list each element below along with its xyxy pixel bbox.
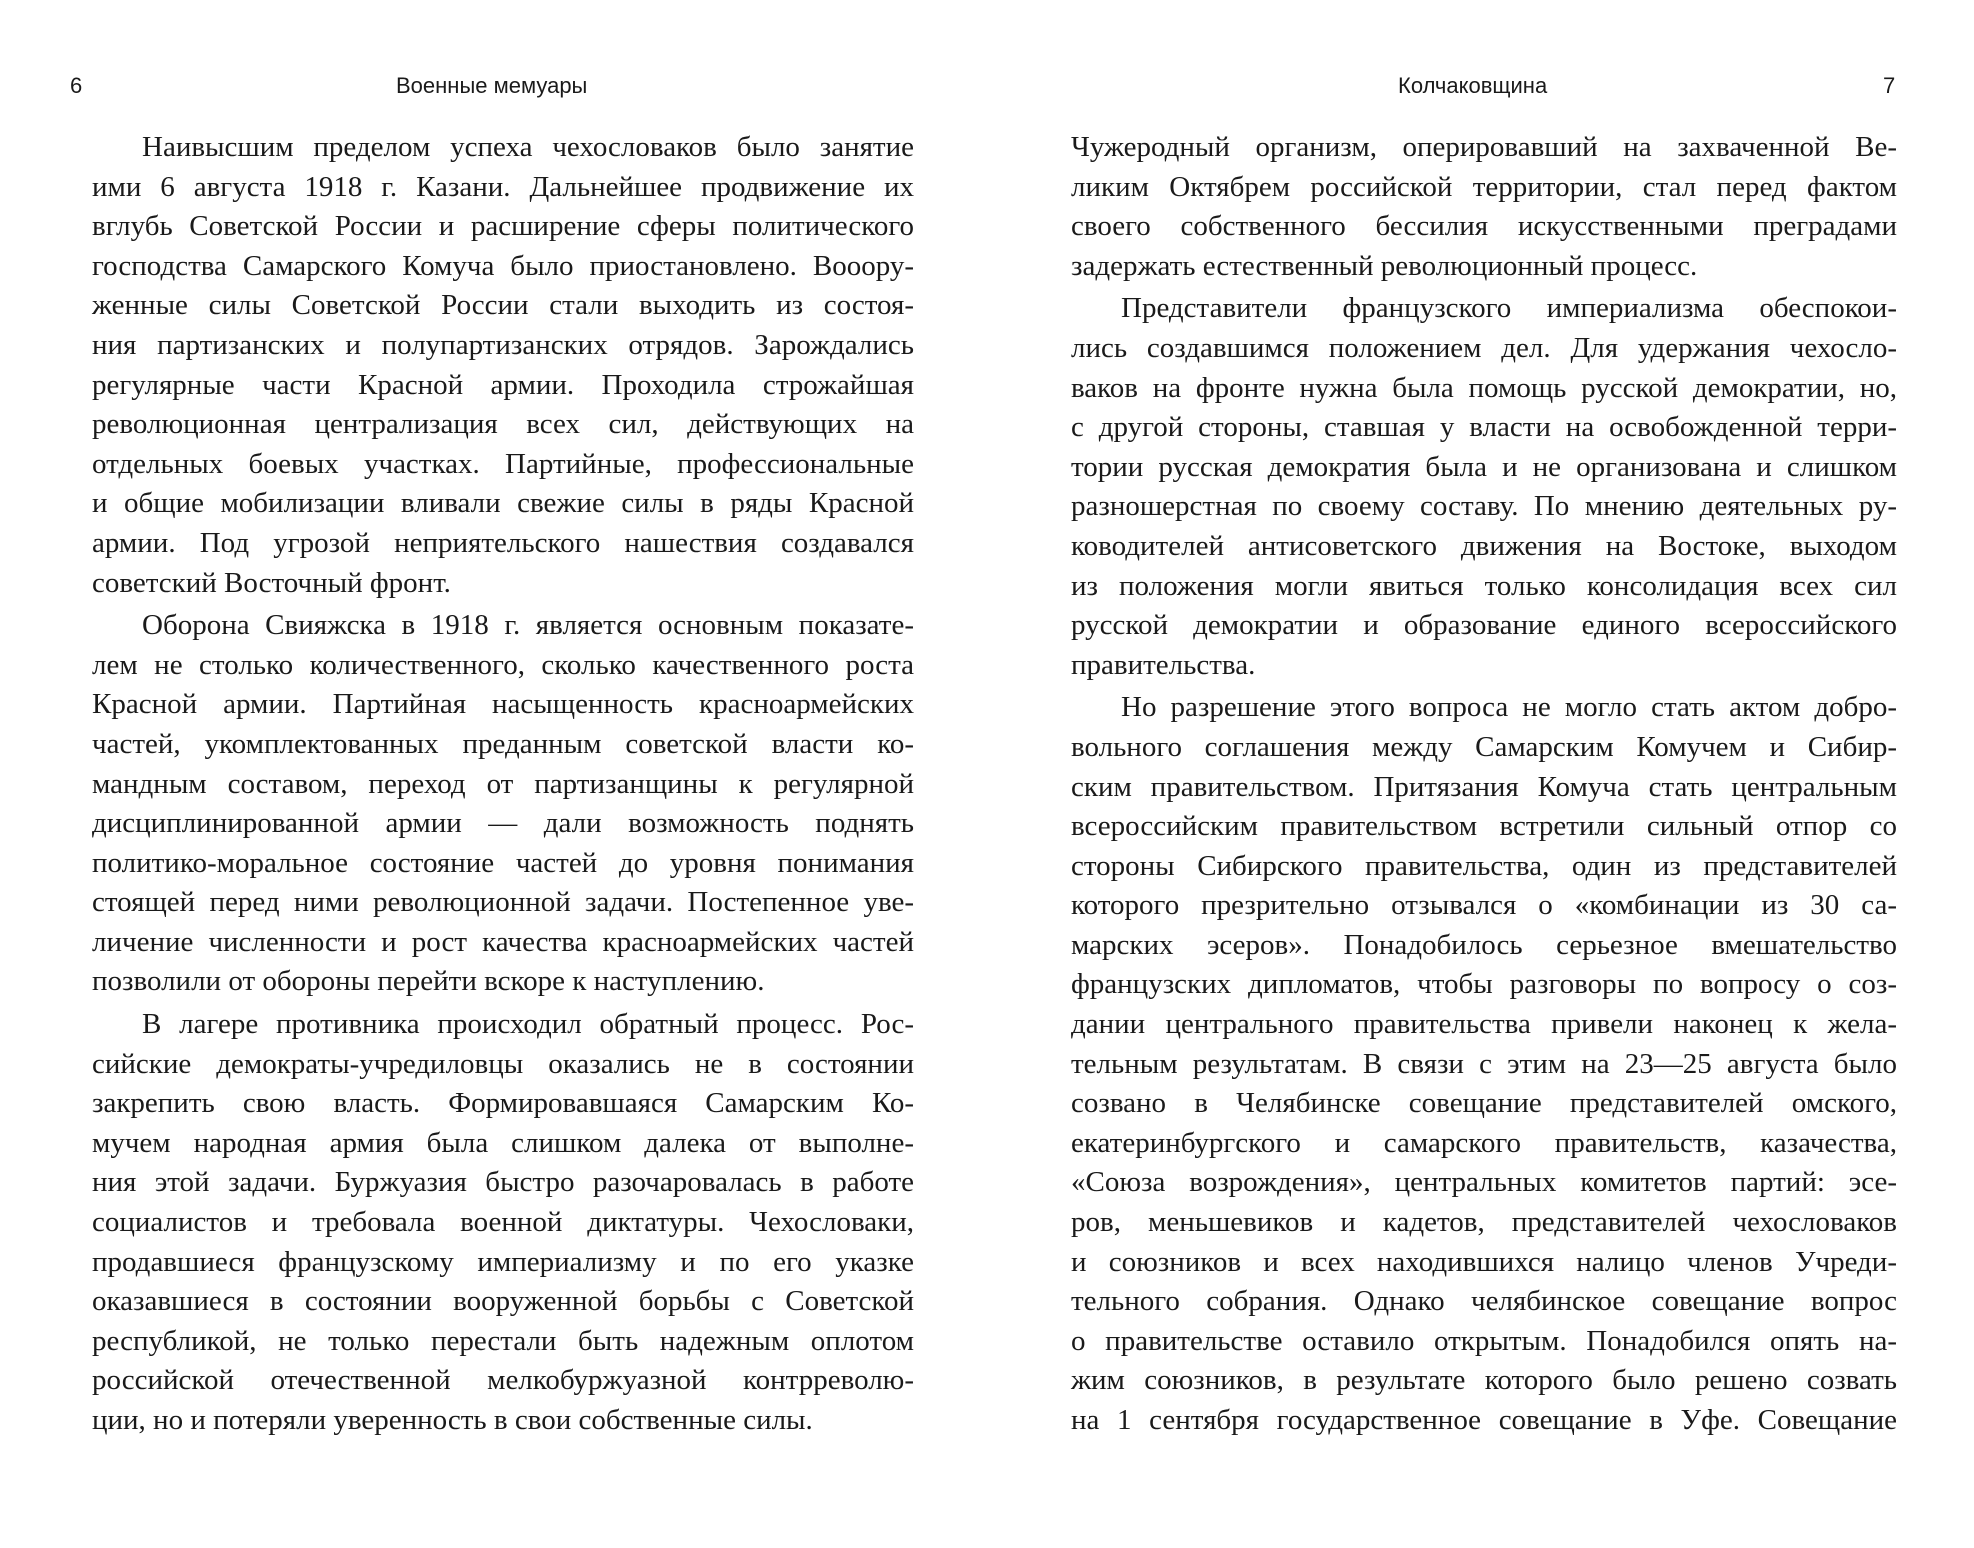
text-line: ими 6 августа 1918 г. Казани. Дальнейшее продвижение их (92, 170, 914, 203)
text-line: революционная централизация всех сил, действующих на (92, 408, 914, 441)
right-body-text (1071, 128, 1897, 1441)
text-line: жим союзников, в результате которого было решено созвать (1071, 1364, 1897, 1397)
text-line: мандным составом, переход от партизанщины к регулярной (92, 767, 914, 800)
text-line: Но разрешение этого вопроса не могло стать актом добро- (1121, 691, 1897, 724)
text-line: которого презрительно отзывался о «комбинации из 30 са- (1071, 889, 1897, 922)
text-line: ваков на фронте нужна была помощь русской демократии, но, (1071, 371, 1897, 404)
paragraph (1071, 128, 1897, 286)
text-line: ров, меньшевиков и кадетов, представителей чехословаков (1071, 1206, 1897, 1239)
text-line: ния этой задачи. Буржуазия быстро разочаровалась в работе (92, 1166, 914, 1199)
text-line: позволили от обороны перейти вскоре к наступлению. (92, 965, 765, 998)
text-line: личение численности и рост качества красноармейских частей (92, 925, 914, 958)
text-line: частей, укомплектованных преданным советской власти ко- (92, 727, 914, 760)
text-line: дисциплинированной армии — дали возможность поднять (92, 807, 914, 840)
text-line: политико-моральное состояние частей до уровня понимания (92, 846, 914, 879)
text-line: оказавшиеся в состоянии вооруженной борьбы с Советской (92, 1285, 914, 1318)
text-line: вглубь Советской России и расширение сферы политического (92, 210, 914, 243)
text-line: мучем народная армия была слишком далека от выполне- (92, 1126, 914, 1159)
text-line: закрепить свою власть. Формировавшаяся Самарским Ко- (92, 1087, 914, 1120)
paragraph (92, 1005, 914, 1441)
paragraph (1071, 289, 1897, 685)
text-line: и общие мобилизации вливали свежие силы в ряды Красной (92, 487, 914, 520)
right-page (987, 0, 1974, 1548)
paragraph (92, 606, 914, 1002)
text-line: на 1 сентября государственное совещание в Уфе. Совещание (1071, 1404, 1897, 1436)
right-page-number: 7 (1883, 73, 1896, 98)
text-line: «Союза возрождения», центральных комитетов партий: эсе- (1071, 1166, 1897, 1199)
text-line: армии. Под угрозой неприятельского нашествия создавался (92, 526, 914, 559)
text-line: своего собственного бессилия искусственными преградами (1071, 210, 1897, 243)
text-line: ции, но и потеряли уверенность в свои собственные силы. (92, 1404, 813, 1436)
text-line: господства Самарского Комуча было приостановлено. Вооору- (92, 249, 914, 282)
text-line: и союзников и всех находившихся налицо членов Учреди- (1071, 1245, 1897, 1278)
text-line: созвано в Челябинске совещание представителей омского, (1071, 1087, 1897, 1120)
text-line: вольного соглашения между Самарским Комучем и Сибир- (1071, 730, 1897, 763)
text-line: женные силы Советской России стали выходить из состоя- (92, 289, 914, 322)
text-line: стороны Сибирского правительства, один из представителей (1071, 849, 1897, 882)
text-line: регулярные части Красной армии. Проходила строжайшая (92, 368, 914, 401)
text-line: русской демократии и образование единого всероссийского (1071, 609, 1897, 642)
left-body-text (92, 128, 914, 1441)
text-line: екатеринбургского и самарского правительств, казачества, (1071, 1126, 1897, 1159)
text-line: Представители французского империализма обеспокои- (1121, 292, 1897, 325)
right-running-head: Колчаковщина (1398, 73, 1548, 98)
text-line: дании центрального правительства привели наконец к жела- (1071, 1008, 1897, 1041)
text-line: продавшиеся французскому империализму и по его указке (92, 1245, 914, 1278)
text-line: лем не столько количественного, сколько качественного роста (92, 648, 914, 681)
text-line: отдельных боевых участках. Партийные, профессиональные (92, 447, 914, 480)
text-line: с другой стороны, ставшая у власти на освобожденной терри- (1071, 411, 1897, 444)
text-line: тельным результатам. В связи с этим на 23—25 августа было (1071, 1047, 1897, 1080)
text-line: ликим Октябрем российской территории, стал перед фактом (1071, 170, 1897, 203)
paragraph (92, 128, 914, 603)
text-line: марских эсеров». Понадобилось серьезное вмешательство (1071, 928, 1897, 961)
text-line: тории русская демократия была и не организована и слишком (1071, 450, 1897, 483)
paragraph (1071, 688, 1897, 1440)
text-line: сийские демократы-учредиловцы оказались не в состоянии (92, 1047, 914, 1080)
text-line: задержать естественный революционный процесс. (1071, 249, 1698, 282)
text-line: о правительстве оставило открытым. Понадобился опять на- (1071, 1324, 1897, 1357)
text-line: ния партизанских и полупартизанских отрядов. Зарождались (92, 328, 914, 361)
text-line: всероссийским правительством встретили сильный отпор со (1071, 810, 1897, 843)
left-page-number: 6 (70, 73, 83, 98)
text-line: лись создавшимся положением дел. Для удержания чехосло- (1071, 331, 1897, 364)
text-line: ководителей антисоветского движения на Востоке, выходом (1071, 529, 1897, 562)
text-line: Красной армии. Партийная насыщенность красноармейских (92, 688, 914, 721)
text-line: Оборона Свияжска в 1918 г. является основным показате- (142, 609, 914, 642)
text-line: Чужеродный организм, оперировавший на захваченной Ве- (1071, 131, 1897, 163)
text-line: советский Восточный фронт. (92, 566, 451, 599)
text-line: В лагере противника происходил обратный процесс. Рос- (142, 1008, 914, 1041)
text-line: правительства. (1071, 648, 1256, 681)
text-line: из положения могли явиться только консолидация всех сил (1071, 569, 1897, 602)
text-line: российской отечественной мелкобуржуазной контрреволю- (92, 1364, 914, 1397)
text-line: Наивысшим пределом успеха чехословаков было занятие (142, 131, 914, 163)
text-line: социалистов и требовала военной диктатуры. Чехословаки, (92, 1206, 914, 1239)
text-line: стоящей перед ними революционной задачи. Постепенное уве- (92, 886, 914, 919)
text-line: республикой, не только перестали быть надежным оплотом (92, 1324, 914, 1357)
text-line: тельного собрания. Однако челябинское совещание вопрос (1071, 1285, 1897, 1318)
text-line: французских дипломатов, чтобы разговоры по вопросу о соз- (1071, 968, 1897, 1001)
text-line: ским правительством. Притязания Комуча стать центральным (1071, 770, 1897, 803)
text-line: разношерстная по своему составу. По мнению деятельных ру- (1071, 490, 1897, 523)
left-running-head: Военные мемуары (396, 73, 588, 98)
